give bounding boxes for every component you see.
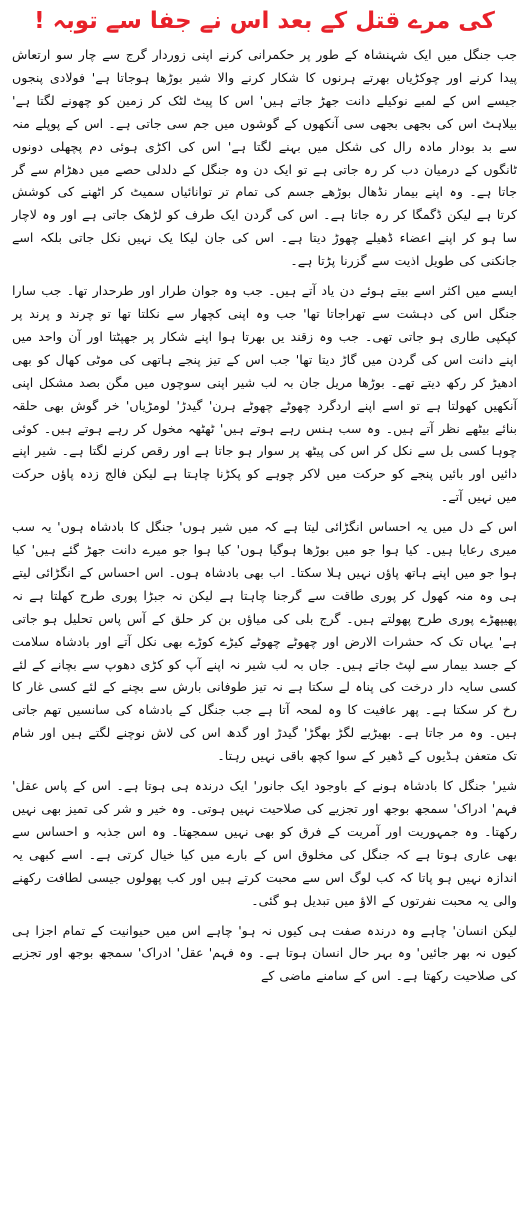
paragraph-1: جب جنگل میں ایک شہنشاہ کے طور پر حکمرانی کرنے اپنی زوردار گرج سے چار سو ارتعاش پیدا کرنے اور چوکڑیاں بھرتے ہرنوں کا شکار کرنے والا شیر بوڑھا ہوجاتا ہے' فولادی پنجوں جیسے اس کے لمبے نوکیلے دانت جھڑ جاتے ہیں' اس کا پیٹ لٹک کر زمین کو چھونے لگتا ہے' بیلاہٹ اس کی بجھی بجھی سی آنکھوں کے گوشوں میں جم سی جاتی ہے۔ اس کے پوپلے منہ سے بد بودار مادہ رال کی شکل میں بہنے لگتا ہے' اس کی اکڑی ہوئی دم پچھلی دونوں ٹانگوں کے درمیان دب کر رہ جاتی ہے تو ایک دن وہ جنگل کے دلدلی حصے میں دھڑام سے گر جاتا ہے۔ وہ اپنے بیمار نڈھال بوڑھے جسم کی تمام تر توانائیاں سمیٹ کر اٹھنے کی کوشش کرتا ہے لیکن ڈگمگا کر رہ جاتا ہے۔ اس کی گردن ایک طرف کو لڑھک جاتی ہے اور وہ لاچار سا ہو کر اپنے اعضاء ڈھیلے چھوڑ دیتا ہے۔ اس کی جان لیکا یک نہیں نکل جاتی بلکہ اسے جانکنی کی طویل اذیت سے گزرنا پڑتا ہے۔ [12, 47, 517, 269]
headline: کی مرے قتل کے بعد اس نے جفا سے توبہ ! [34, 8, 495, 34]
paragraph-4: شیر' جنگل کا بادشاہ ہونے کے باوجود ایک جانور' ایک درندہ ہی ہوتا ہے۔ اس کے پاس عقل' فہم' ادراک' سمجھ بوجھ اور تجزیے کی صلاحیت نہیں ہوتی۔ وہ خیر و شر کی تمیز بھی نہیں رکھتا۔ وہ جمہوریت اور آمریت کے فرق کو بھی نہیں سمجھتا۔ وہ اس جذبہ و احساس سے بھی عاری ہوتا ہے کہ جنگل کی مخلوق اس کے بارے میں کیا خیال کرتی ہے۔ اسے کبھی یہ اندازہ نہیں ہو پاتا کہ کب لوگ اس سے محبت کرتے ہیں اور کب پھولوں جیسی لطافت رکھنے والی یہ محبت نفرتوں کے الاؤ میں تبدیل ہو گئی۔ [12, 778, 517, 908]
paragraph-5: لیکن انسان' چاہے وہ درندہ صفت ہی کیوں نہ ہو' چاہے اس میں حیوانیت کے تمام اجزا ہی کیوں نہ بھر جائیں' وہ بہر حال انسان ہوتا ہے۔ وہ فہم' عقل' ادراک' سمجھ بوجھ اور تجزیے کی صلاحیت رکھتا ہے۔ اس کے سامنے ماضی کے [12, 922, 517, 984]
paragraph-3: اس کے دل میں یہ احساس انگڑائی لیتا ہے کہ میں شیر ہوں' جنگل کا بادشاہ ہوں' یہ سب میری رعایا ہیں۔ کیا ہوا جو میں بوڑھا ہوگیا ہوں' کیا ہوا جو میرے دانت جھڑ گئے ہیں' کیا ہوا جو میں اپنے ہاتھ پاؤں نہیں ہلا سکتا۔ اب بھی بادشاہ ہوں۔ اس احساس کے انگڑائی لیتے ہی وہ منہ کھول کر پوری طاقت سے گرجنا چاہتا ہے لیکن نہ جبڑا پوری طرح کھلتا ہے نہ پھیپھڑے پوری طرح پھولتے ہیں۔ گرج بلی کی میاؤں بن کر حلق کے آس پاس تحلیل ہو جاتی ہے' یہاں تک کہ حشرات الارض اور چھوٹے چھوٹے کیڑے کوڑے بھی نکل آتے اور بادشاہ سلامت کے جسد بیمار سے لپٹ جاتے ہیں۔ جاں بہ لب شیر نہ اپنے آپ کو کڑی دھوپ سے بچانے کے لئے کسی سایہ دار درخت کی پناہ لے سکتا ہے نہ تیز طوفانی بارش سے بچنے کے لئے کسی غار کا رخ کر سکتا ہے۔ پھر عافیت کا وہ لمحہ آتا ہے جب جنگل کے بادشاہ کی سانسیں تھم جاتی ہیں۔ وہ مر جاتا ہے۔ بھیڑیے لگڑ بھگڑ' گیدڑ اور گدھ اس کی لاش نوچنے لگتے ہیں اور شام تک متعفن ہڈیوں کے ڈھیر کے سوا کچھ باقی نہیں رہتا۔ [12, 519, 517, 764]
paragraph-2: ایسے میں اکثر اسے بیتے ہوئے دن یاد آتے ہیں۔ جب وہ جوان طرار اور طرحدار تھا۔ جب سارا جنگل اس کی دہشت سے تھراجاتا تھا' جب وہ اپنی کچھار سے نکلتا تھا تو چرند و پرند پر کپکپی طاری ہو جاتی تھی۔ جب وہ زقند یں بھرتا ہوا اپنے شکار پر جھپٹتا اور آن واحد میں اپنے دانت اس کی گردن میں گاڑ دیتا تھا' جب اس کے تیز پنجے ہاتھی کی موٹی کھال کو بھی ادھیڑ کر رکھ دیتے تھے۔ بوڑھا مریل جان بہ لب شیر اپنی سوچوں میں مگن بصد مشکل اپنی آنکھیں کھولتا ہے تو اسے اپنے اردگرد چھوٹے چھوٹے ہرن' گیدڑ' لومڑیاں' خر گوش بھی حلقہ بنائے بیٹھے نظر آتے ہیں۔ وہ سب ہنس رہے ہوتے ہیں' ٹھٹھہ مخول کر رہے ہوتے ہیں۔ کوئی چوہا کسی بل سے نکل کر اس کی پیٹھ پر سوار ہو جاتا ہے اور رقص کرنے لگتا ہے۔ شیر اپنے دائیں اور بائیں پنجے کو حرکت میں لاکر چوہے کو پکڑنا چاہتا ہے لیکن فالج زدہ پاؤں حرکت میں نہیں آتے۔ [12, 283, 517, 505]
